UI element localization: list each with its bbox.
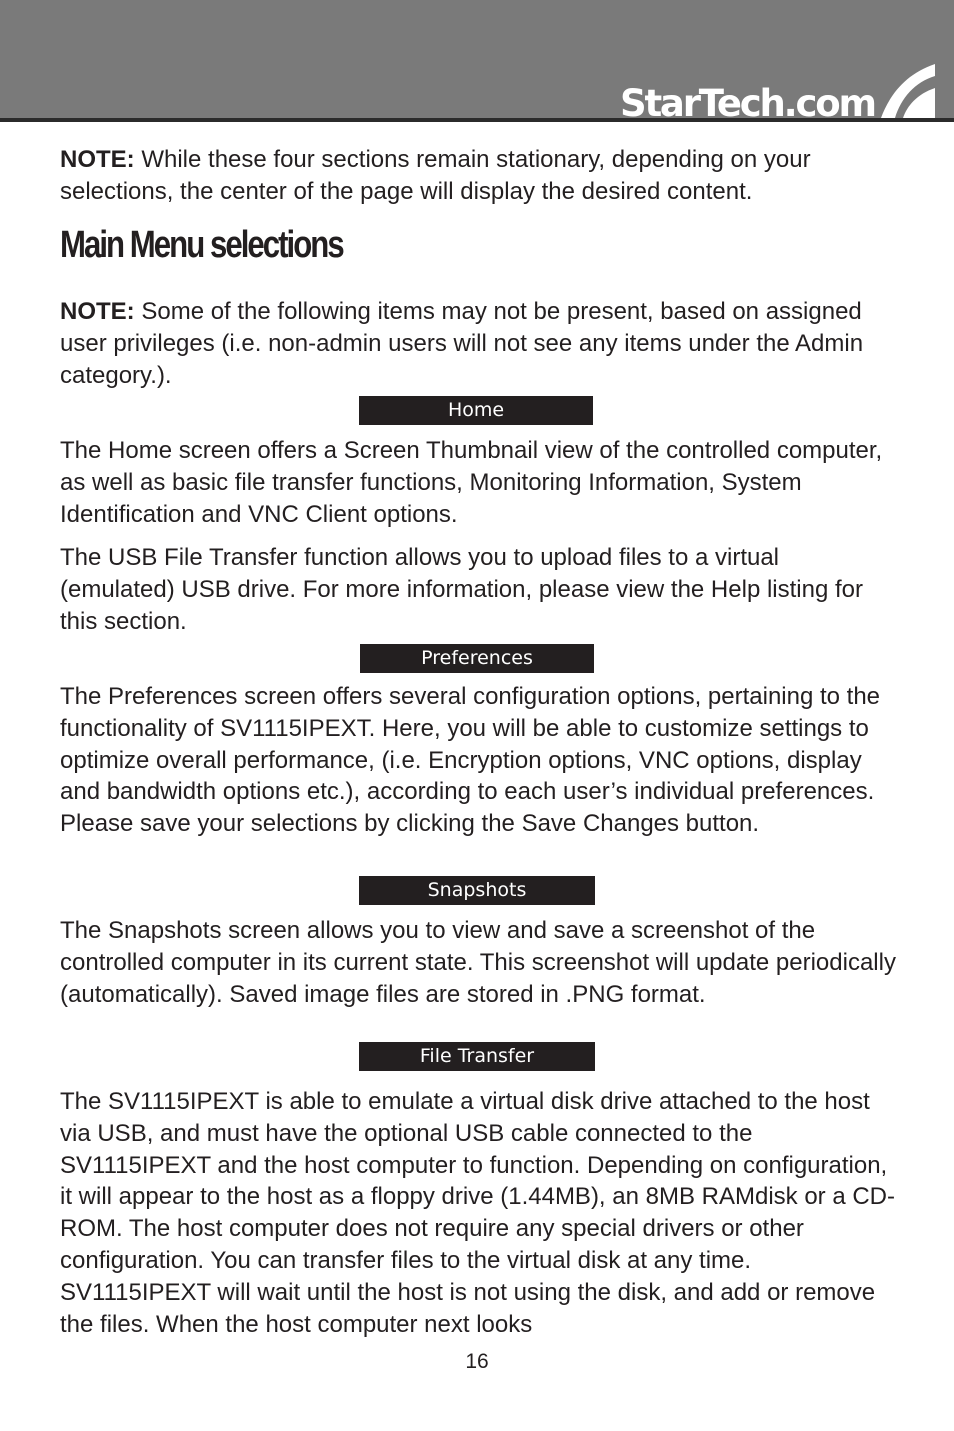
- usb-transfer-description: The USB File Transfer function allows you to upload files to a virtual (emulated) USB drive. For more information, please view the Help listing for this section.: [60, 544, 863, 635]
- page-number: 16: [465, 1350, 489, 1373]
- section-title: Main Menu selections: [60, 224, 343, 266]
- menu-file-transfer-bar: File Transfer: [359, 1042, 595, 1071]
- note-privileges: [60, 296, 900, 391]
- menu-home-bar: Home: [359, 396, 593, 425]
- brand-wordmark: StarTech.com: [620, 82, 875, 125]
- file-transfer-description: The SV1115IPEXT is able to emulate a virtual disk drive attached to the host via USB, and must have the optional USB cable connected to the SV1115IPEXT and the host computer to function. Depending on configuration, it will appear to the host as a floppy drive (1.44MB), an 8MB RAMdisk or a CD-ROM. The host computer does not require any special drivers or other configuration. You can transfer files to the virtual disk at any time. SV1115IPEXT will wait until the host is not using the disk, and add or remove the files. When the host computer next looks: [60, 1088, 896, 1338]
- snapshots-description: The Snapshots screen allows you to view and save a screenshot of the controlled computer in its current state. This screenshot will update periodically (automatically). Saved image files are stored in .PNG format.: [60, 917, 896, 1008]
- menu-snapshots-bar: Snapshots: [359, 876, 595, 905]
- page-header: [0, 0, 954, 125]
- note-text: Some of the following items may not be present, based on assigned user privileges (i.e. non-admin users will not see any items under the Admin category.).: [60, 298, 864, 389]
- startech-logo: [620, 62, 937, 125]
- note-stationary: [60, 144, 900, 208]
- preferences-description: The Preferences screen offers several configuration options, pertaining to the functionality of SV1115IPEXT. Here, you will be able to customize settings to optimize overall performance, (i.e. Encryption options, VNC options, display and bandwidth options etc.), according to each user’s individual preferences. Please save your selections by clicking the Save Changes button.: [60, 683, 881, 838]
- note-label: NOTE:: [60, 298, 135, 325]
- menu-preferences-bar: Preferences: [360, 644, 594, 673]
- brand-swoosh-icon: [879, 62, 937, 120]
- note-label: NOTE:: [60, 146, 135, 173]
- home-description: The Home screen offers a Screen Thumbnail view of the controlled computer, as well as basic file transfer functions, Monitoring Information, System Identification and VNC Client options.: [60, 437, 883, 528]
- note-text: While these four sections remain stationary, depending on your selections, the center of the page will display the desired content.: [60, 146, 811, 205]
